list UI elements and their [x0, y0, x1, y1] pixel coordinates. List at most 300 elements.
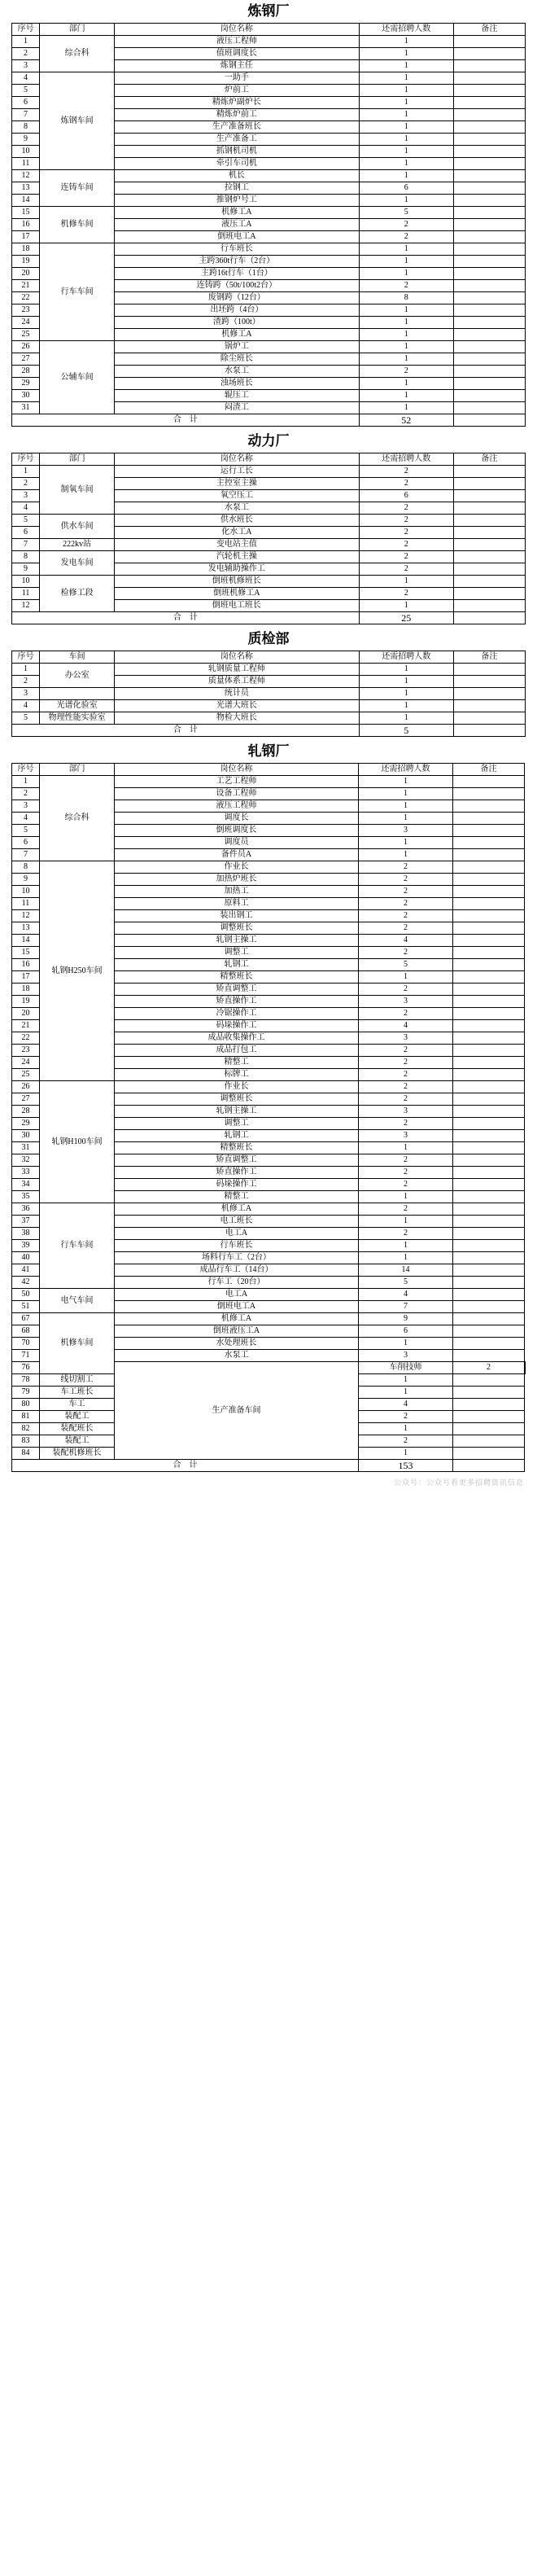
position-name: 装配工	[40, 1435, 115, 1448]
row-index: 3	[12, 60, 40, 72]
table-row	[12, 700, 526, 712]
position-name: 水泵工	[115, 366, 359, 378]
position-name: 倒班调度长	[115, 825, 359, 837]
row-index: 9	[12, 563, 40, 576]
headcount: 1	[359, 36, 453, 48]
row-index: 13	[12, 182, 40, 195]
column-header: 备注	[453, 651, 525, 664]
table-row	[12, 551, 526, 563]
remark	[453, 700, 525, 712]
column-header: 还需招聘人数	[359, 651, 453, 664]
row-index: 37	[12, 1216, 40, 1228]
headcount: 2	[359, 280, 453, 292]
column-header: 备注	[453, 764, 525, 776]
position-name: 装配工	[40, 1411, 115, 1423]
row-index: 35	[12, 1191, 40, 1203]
position-name: 牵引车司机	[115, 158, 359, 170]
table-row	[12, 688, 526, 700]
remark	[453, 898, 525, 910]
recruitment-table	[11, 453, 526, 624]
remark	[453, 1045, 525, 1057]
row-index: 29	[12, 378, 40, 390]
headcount: 2	[453, 1362, 525, 1374]
total-value: 153	[359, 1460, 453, 1472]
headcount: 4	[359, 935, 453, 947]
headcount: 9	[359, 1313, 453, 1325]
headcount: 1	[359, 849, 453, 861]
row-index: 36	[12, 1203, 40, 1216]
department-cell: 综合科	[40, 776, 115, 861]
table-row	[12, 341, 526, 353]
remark	[453, 1008, 525, 1020]
remark	[453, 776, 525, 788]
row-index: 81	[12, 1411, 40, 1423]
position-name: 线切割工	[40, 1374, 115, 1387]
row-index: 50	[12, 1289, 40, 1301]
position-name: 轧钢主操工	[115, 1106, 359, 1118]
headcount: 2	[359, 1118, 453, 1130]
position-name: 出坯跨（4台）	[115, 304, 359, 317]
headcount: 1	[359, 688, 453, 700]
row-index: 11	[12, 158, 40, 170]
remark	[453, 959, 525, 971]
headcount: 2	[359, 219, 453, 231]
headcount: 1	[359, 353, 453, 366]
row-index: 11	[12, 588, 40, 600]
row-index: 79	[12, 1387, 40, 1399]
department-cell: 检修工段	[40, 576, 115, 612]
position-name: 渣跨（100t）	[115, 317, 359, 329]
headcount: 2	[359, 1435, 453, 1448]
remark	[453, 48, 525, 60]
headcount: 1	[359, 800, 453, 813]
department-cell: 机修车间	[40, 207, 115, 243]
row-index: 5	[12, 515, 40, 527]
headcount: 1	[359, 1448, 453, 1460]
row-index: 3	[12, 490, 40, 502]
headcount: 2	[359, 1167, 453, 1179]
position-name: 生产准备班长	[115, 121, 359, 134]
remark	[453, 1142, 525, 1154]
row-index: 78	[12, 1374, 40, 1387]
remark	[453, 588, 525, 600]
headcount: 4	[359, 1020, 453, 1032]
position-name: 炼钢主任	[115, 60, 359, 72]
position-name: 轧钢质量工程师	[115, 664, 359, 676]
position-name: 光谱大班长	[115, 700, 359, 712]
remark	[453, 527, 525, 539]
headcount: 2	[359, 1008, 453, 1020]
row-index: 22	[12, 1032, 40, 1045]
remark	[453, 1374, 525, 1387]
position-name: 质量体系工程师	[115, 676, 359, 688]
column-header: 序号	[12, 24, 40, 36]
remark	[453, 1093, 525, 1106]
table-header-row	[12, 764, 526, 776]
remark	[453, 849, 525, 861]
remark	[453, 676, 525, 688]
column-header: 岗位名称	[115, 764, 359, 776]
table-header-row	[12, 651, 526, 664]
headcount: 1	[359, 72, 453, 85]
total-label: 合 计	[12, 414, 360, 427]
department-cell: 222kv站	[40, 539, 115, 551]
headcount: 1	[359, 341, 453, 353]
row-index: 24	[12, 1057, 40, 1069]
headcount: 1	[359, 1252, 453, 1264]
position-name: 值班调度长	[115, 48, 359, 60]
watermark-text: 公众号：公众号看更多招聘资讯信息	[393, 1479, 524, 1487]
headcount: 1	[359, 813, 453, 825]
column-header: 部门	[40, 24, 115, 36]
position-name: 矫直操作工	[115, 1167, 359, 1179]
headcount: 2	[359, 886, 453, 898]
headcount: 2	[359, 910, 453, 922]
remark	[453, 390, 525, 402]
headcount: 2	[359, 1154, 453, 1167]
remark	[453, 256, 525, 268]
remark	[453, 1301, 525, 1313]
section-title: 炼钢厂	[247, 3, 290, 19]
remark	[453, 1228, 525, 1240]
column-header: 序号	[12, 764, 40, 776]
row-index: 11	[12, 898, 40, 910]
row-index: 4	[12, 72, 40, 85]
remark	[453, 576, 525, 588]
position-name: 倒班电工班长	[115, 600, 359, 612]
remark	[453, 85, 525, 97]
headcount: 1	[359, 1374, 453, 1387]
remark	[453, 402, 525, 414]
remark	[453, 60, 525, 72]
row-index: 24	[12, 317, 40, 329]
position-name: 码垛操作工	[115, 1020, 359, 1032]
position-name: 码垛操作工	[115, 1179, 359, 1191]
headcount: 3	[359, 996, 453, 1008]
row-index: 42	[12, 1277, 40, 1289]
table-row	[12, 207, 526, 219]
remark	[453, 1057, 525, 1069]
department-cell: 炼钢车间	[40, 72, 115, 170]
position-name: 炉前工	[115, 85, 359, 97]
department-cell: 公辅车间	[40, 341, 115, 414]
row-index: 1	[12, 664, 40, 676]
row-index: 76	[12, 1362, 40, 1374]
position-name: 工艺工程师	[115, 776, 359, 788]
position-name: 成品行车工（14台）	[115, 1264, 359, 1277]
remark	[453, 984, 525, 996]
row-index: 8	[12, 861, 40, 874]
position-name: 精整班长	[115, 1142, 359, 1154]
row-index: 4	[12, 813, 40, 825]
headcount: 1	[359, 48, 453, 60]
row-index: 2	[12, 478, 40, 490]
department-cell: 办公室	[40, 664, 115, 688]
row-index: 2	[12, 676, 40, 688]
position-name: 调整班长	[115, 922, 359, 935]
position-name: 物检大班长	[115, 712, 359, 725]
headcount: 1	[359, 329, 453, 341]
remark	[453, 158, 525, 170]
headcount: 6	[359, 1325, 453, 1338]
headcount: 1	[359, 712, 453, 725]
headcount: 1	[359, 1191, 453, 1203]
row-index: 30	[12, 390, 40, 402]
headcount: 1	[359, 390, 453, 402]
table-row	[12, 861, 526, 874]
row-index: 23	[12, 304, 40, 317]
headcount: 6	[359, 182, 453, 195]
total-row	[12, 414, 526, 427]
remark	[453, 1264, 525, 1277]
headcount: 1	[359, 1338, 453, 1350]
headcount: 1	[359, 60, 453, 72]
position-name: 推钢炉号工	[115, 195, 359, 207]
remark	[453, 378, 525, 390]
headcount: 2	[359, 366, 453, 378]
position-name: 原料工	[115, 898, 359, 910]
row-index: 9	[12, 874, 40, 886]
remark	[453, 1167, 525, 1179]
headcount: 1	[359, 676, 453, 688]
position-name: 闷渣工	[115, 402, 359, 414]
headcount: 2	[359, 1057, 453, 1069]
headcount: 14	[359, 1264, 453, 1277]
position-name: 调整班长	[115, 1093, 359, 1106]
row-index: 28	[12, 1106, 40, 1118]
position-name: 冷锯操作工	[115, 1008, 359, 1020]
position-name: 轧钢工	[115, 959, 359, 971]
headcount: 1	[359, 600, 453, 612]
position-name: 机修工A	[115, 329, 359, 341]
remark	[525, 1362, 526, 1374]
row-index: 10	[12, 146, 40, 158]
position-name: 精整工	[115, 1191, 359, 1203]
remark	[453, 712, 525, 725]
position-name: 连铸跨（50t/100t2台）	[115, 280, 359, 292]
position-name: 装出钢工	[115, 910, 359, 922]
remark	[453, 1118, 525, 1130]
headcount: 4	[359, 1289, 453, 1301]
position-name: 行车工（20台）	[115, 1277, 359, 1289]
remark	[453, 366, 525, 378]
headcount: 1	[359, 402, 453, 414]
position-name: 浊场班长	[115, 378, 359, 390]
total-row	[12, 1460, 526, 1472]
remark	[453, 1313, 525, 1325]
remark	[453, 268, 525, 280]
headcount: 7	[359, 1301, 453, 1313]
remark	[453, 1191, 525, 1203]
total-remark	[453, 1460, 525, 1472]
row-index: 23	[12, 1045, 40, 1057]
row-index: 41	[12, 1264, 40, 1277]
position-name: 发电辅助操作工	[115, 563, 359, 576]
remark	[453, 109, 525, 121]
position-name: 运行工长	[115, 466, 359, 478]
remark	[453, 146, 525, 158]
headcount: 3	[359, 1106, 453, 1118]
headcount: 2	[359, 539, 453, 551]
position-name: 倒班电工A	[115, 1301, 359, 1313]
department-cell: 生产准备车间	[115, 1362, 359, 1460]
section	[0, 430, 537, 624]
remark	[453, 1399, 525, 1411]
row-index: 33	[12, 1167, 40, 1179]
remark	[453, 121, 525, 134]
remark	[453, 243, 525, 256]
department-cell: 行车车间	[40, 243, 115, 341]
position-name: 加热工	[115, 886, 359, 898]
row-index: 82	[12, 1423, 40, 1435]
remark	[453, 800, 525, 813]
position-name: 机修工A	[115, 1313, 359, 1325]
position-name: 统计员	[115, 688, 359, 700]
column-header: 还需招聘人数	[359, 24, 453, 36]
headcount: 2	[359, 898, 453, 910]
table-row	[12, 1081, 526, 1093]
headcount: 2	[359, 563, 453, 576]
headcount: 1	[359, 664, 453, 676]
row-index: 9	[12, 134, 40, 146]
position-name: 汽轮机主操	[115, 551, 359, 563]
position-name: 车工班长	[40, 1387, 115, 1399]
headcount: 1	[359, 121, 453, 134]
position-name: 加热炉班长	[115, 874, 359, 886]
position-name: 行车班长	[115, 243, 359, 256]
remark	[453, 1179, 525, 1191]
headcount: 3	[359, 1032, 453, 1045]
headcount: 2	[359, 1081, 453, 1093]
headcount: 1	[359, 576, 453, 588]
row-index: 20	[12, 1008, 40, 1020]
remark	[453, 502, 525, 515]
headcount: 1	[359, 195, 453, 207]
column-header: 还需招聘人数	[359, 453, 453, 466]
remark	[453, 1106, 525, 1118]
row-index: 51	[12, 1301, 40, 1313]
position-name: 调整工	[115, 1118, 359, 1130]
remark	[453, 600, 525, 612]
column-header: 部门	[40, 453, 115, 466]
headcount: 3	[359, 825, 453, 837]
row-index: 26	[12, 1081, 40, 1093]
position-name: 矫直调整工	[115, 984, 359, 996]
row-index: 2	[12, 48, 40, 60]
table-row	[12, 36, 526, 48]
remark	[453, 207, 525, 219]
position-name: 场料行车工（2台）	[115, 1252, 359, 1264]
row-index: 25	[12, 1069, 40, 1081]
row-index: 18	[12, 984, 40, 996]
position-name: 抓钢机司机	[115, 146, 359, 158]
section-title: 质检部	[247, 631, 290, 646]
headcount: 2	[359, 231, 453, 243]
remark	[453, 1350, 525, 1362]
row-index: 18	[12, 243, 40, 256]
remark	[453, 861, 525, 874]
department-cell: 行车车间	[40, 1203, 115, 1289]
position-name: 主跨360t行车（2台）	[115, 256, 359, 268]
column-header: 序号	[12, 651, 40, 664]
remark	[453, 195, 525, 207]
position-name: 水泵工	[115, 502, 359, 515]
position-name: 倒班液压工A	[115, 1325, 359, 1338]
position-name: 装配机修班长	[40, 1448, 115, 1460]
recruitment-table	[11, 23, 526, 427]
remark	[453, 837, 525, 849]
table-row	[12, 170, 526, 182]
position-name: 一助手	[115, 72, 359, 85]
department-cell: 发电车间	[40, 551, 115, 576]
row-index: 38	[12, 1228, 40, 1240]
headcount: 1	[359, 1387, 453, 1399]
total-remark	[453, 612, 525, 624]
position-name: 成品打包工	[115, 1045, 359, 1057]
remark	[453, 935, 525, 947]
headcount: 5	[359, 959, 453, 971]
position-name: 机修工A	[115, 1203, 359, 1216]
total-label: 合 计	[12, 612, 360, 624]
row-index: 30	[12, 1130, 40, 1142]
table-row	[12, 664, 526, 676]
headcount: 5	[359, 1277, 453, 1289]
headcount: 1	[359, 971, 453, 984]
remark	[453, 1020, 525, 1032]
position-name: 车削技师	[359, 1362, 453, 1374]
row-index: 7	[12, 539, 40, 551]
remark	[453, 170, 525, 182]
row-index: 16	[12, 219, 40, 231]
total-value: 52	[359, 414, 453, 427]
section-title: 动力厂	[247, 433, 290, 449]
department-cell: 制氧车间	[40, 466, 115, 515]
row-index: 15	[12, 207, 40, 219]
remark	[453, 219, 525, 231]
headcount: 2	[359, 984, 453, 996]
row-index: 21	[12, 280, 40, 292]
headcount: 2	[359, 588, 453, 600]
department-cell: 物理性能实验室	[40, 712, 115, 725]
row-index: 16	[12, 959, 40, 971]
headcount: 2	[359, 861, 453, 874]
column-header: 备注	[453, 24, 525, 36]
headcount: 2	[359, 1069, 453, 1081]
remark	[453, 551, 525, 563]
headcount: 6	[359, 490, 453, 502]
remark	[453, 1338, 525, 1350]
position-name: 电工A	[115, 1289, 359, 1301]
headcount: 2	[359, 1203, 453, 1216]
headcount: 2	[359, 515, 453, 527]
headcount: 1	[359, 134, 453, 146]
row-index: 70	[12, 1338, 40, 1350]
remark	[453, 996, 525, 1008]
remark	[453, 971, 525, 984]
table-row	[12, 1203, 526, 1216]
department-cell: 综合科	[40, 36, 115, 72]
position-name: 电工班长	[115, 1216, 359, 1228]
total-remark	[453, 414, 525, 427]
position-name: 供水班长	[115, 515, 359, 527]
total-value: 25	[359, 612, 453, 624]
position-name: 机修工A	[115, 207, 359, 219]
position-name: 作业长	[115, 1081, 359, 1093]
headcount: 2	[359, 1045, 453, 1057]
position-name: 液压工程师	[115, 800, 359, 813]
remark	[453, 688, 525, 700]
headcount: 3	[359, 1130, 453, 1142]
